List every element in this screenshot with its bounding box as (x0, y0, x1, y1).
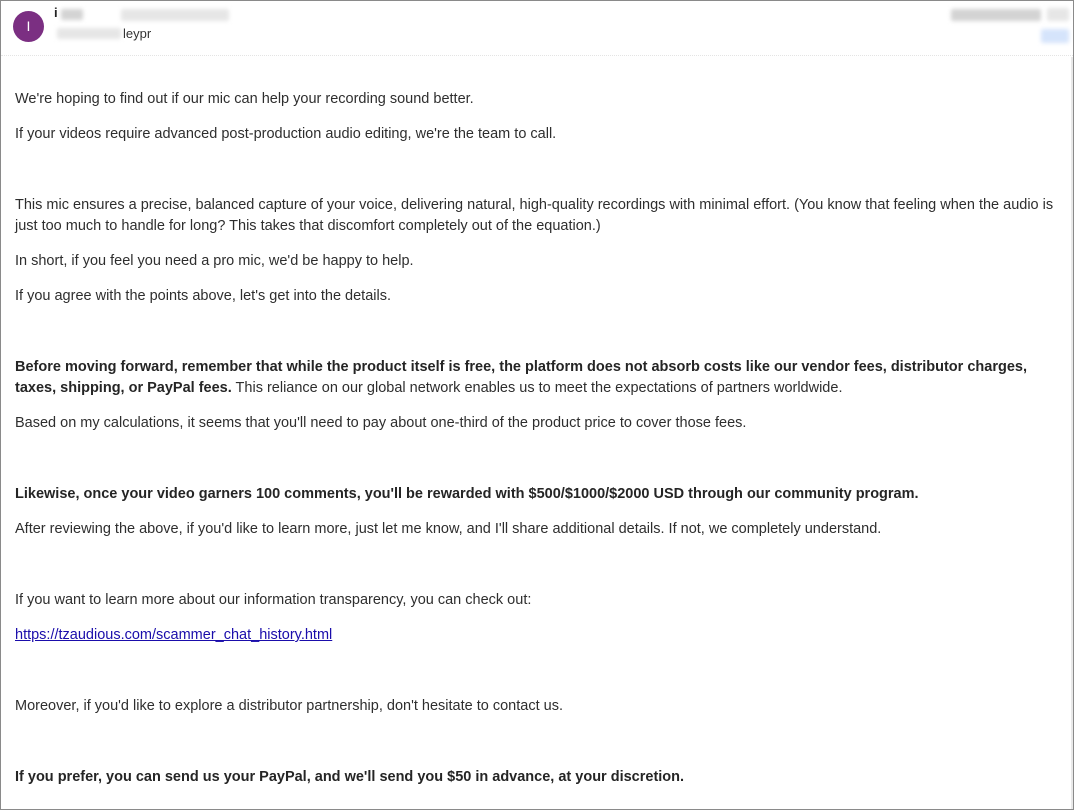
paragraph: We're hoping to find out if our mic can help your recording sound better. (15, 91, 474, 107)
paragraph (15, 625, 1061, 646)
paragraph: If your videos require advanced post-production audio editing, we're the team to call. (15, 126, 557, 142)
paragraph (15, 484, 1061, 505)
scrollbar[interactable] (1071, 57, 1073, 809)
redacted-sender-name-extra (121, 9, 229, 21)
bold-text: Likewise, once your video garners 100 comments, you'll be rewarded with $500/$1000/$2000 USD through our community program. (15, 486, 919, 502)
redacted-date-extra (1047, 8, 1069, 21)
redacted-sender-name (61, 9, 83, 20)
sender-address[interactable]: leypr (123, 26, 152, 41)
sender-avatar[interactable]: I (13, 11, 44, 42)
redacted-action-link (1041, 29, 1069, 43)
paragraph: After reviewing the above, if you'd like to learn more, just let me know, and I'll share additional details. If not, we completely understand. (15, 521, 882, 537)
redacted-sender-address (57, 28, 121, 39)
bold-text: Before moving forward, remember that while the product itself is free, the platform does not absorb costs like our vendor fees, distributor charges, taxes, shipping, or PayPal fees. (15, 359, 1027, 396)
redacted-date (951, 9, 1041, 21)
paragraph: In short, if you feel you need a pro mic, we'd be happy to help. (15, 253, 414, 269)
paragraph (15, 357, 1061, 399)
paragraph-text: This reliance on our global network enables us to meet the expectations of partners worldwide. (231, 380, 843, 396)
transparency-link[interactable]: https://tzaudious.com/scammer_chat_history.html (15, 627, 333, 643)
paragraph: If you agree with the points above, let's get into the details. (15, 288, 391, 304)
paragraph (15, 767, 1061, 788)
paragraph: If you want to learn more about our information transparency, you can check out: (15, 592, 532, 608)
sender-name[interactable]: i (54, 5, 58, 20)
paragraph: Based on my calculations, it seems that you'll need to pay about one-third of the product price to cover those fees. (15, 415, 747, 431)
paragraph: This mic ensures a precise, balanced capture of your voice, delivering natural, high-quality recordings with minimal effort. (You know that feeling when the audio is just too much to handle for long? This takes that discomfort completely out of the equation.) (15, 197, 1054, 234)
email-header (1, 1, 1073, 56)
paragraph: Moreover, if you'd like to explore a distributor partnership, don't hesitate to contact us. (15, 698, 563, 714)
bold-text: If you prefer, you can send us your PayPal, and we'll send you $50 in advance, at your discretion. (15, 769, 685, 785)
